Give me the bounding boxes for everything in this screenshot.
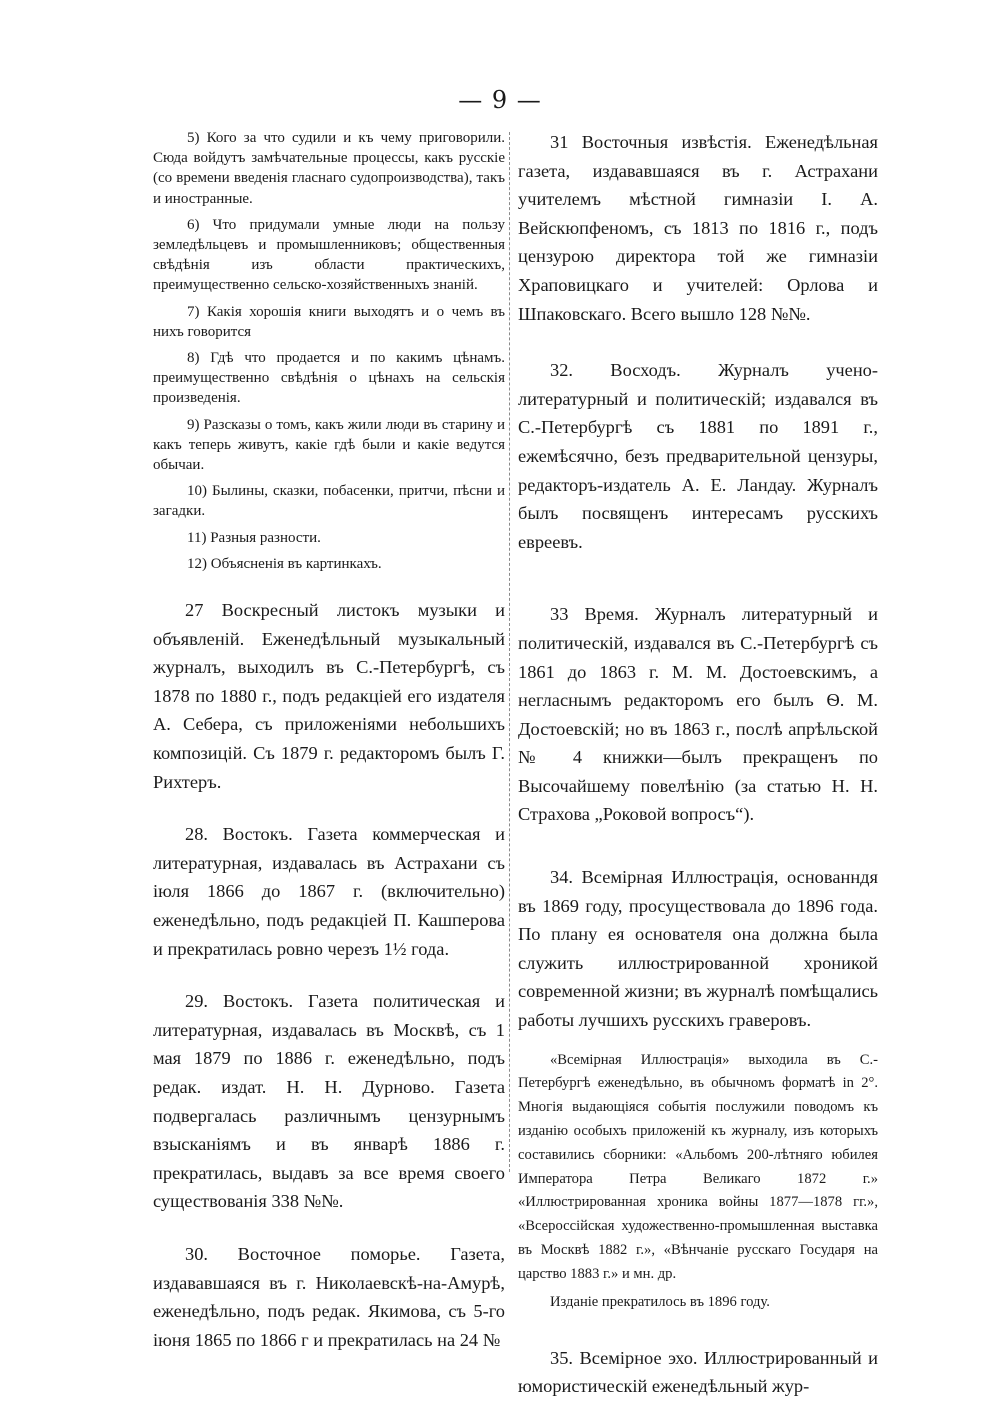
entry-31-vostochnyya-izvestiya: 31 Восточныя извѣстія. Еженедѣльная газета, издававшаяся въ г. Астрахани учителемъ мѣстной гимназіи І. А. Вейскюпфеномъ, съ 1813 по 1816 г., подъ цензурою директора той же гимназіи Храповицкаго и учителей: Орлова и Шпаковскаго. Всего вышло 128 №№. bbox=[518, 132, 878, 324]
left-column bbox=[153, 128, 505, 1354]
list-item: 8) Гдѣ что продается и по какимъ цѣнамъ. преимущественно свѣдѣнія о цѣнахъ на сельскія произведенія. bbox=[153, 350, 505, 407]
list-item: 5) Кого за что судили и къ чему приговорили. Сюда войдутъ замѣчательные процессы, какъ русскіе (со времени введенія гласнаго судопроизводства), такъ и иностранные. bbox=[153, 130, 505, 207]
entry-27-voskresny-listok: 27 Воскресный листокъ музыки и объявленій. Еженедѣльный музыкальный журналъ, выходилъ въ С.-Петербургѣ, съ 1878 по 1880 г., подъ редакціей его издателя А. Себера, съ приложеніями небольшихъ композицій. Съ 1879 г. редакторомъ былъ Г. Рихтеръ. bbox=[153, 600, 505, 792]
entry-32-voskhod: 32. Восходъ. Журналъ учено-литературный и политическій; издавался въ С.-Петербургѣ съ 1881 по 1891 г., ежемѣсячно, безъ предварительной цензуры, редакторъ-издатель А. Е. Ландау. Журналъ былъ посвященъ интересамъ русскихъ евреевъ. bbox=[518, 360, 878, 552]
list-item: 11) Разныя разности. bbox=[187, 529, 321, 546]
entry-33-vremya: 33 Время. Журналъ литературный и политическій, издавался въ С.-Петербургѣ съ 1861 до 1863 г. М. М. Достоевскимъ, а негласнымъ редакторомъ его былъ Ѳ. М. Достоевскій; но въ 1863 г., послѣ апрѣльской № 4 книжки—былъ прекращенъ по Высочайшему повелѣнію (за статью Н. Н. Страхова „Роковой вопросъ“). bbox=[518, 604, 878, 825]
entry-35-vsemirnoe-ekho: 35. Всемірное эхо. Иллюстрированный и юмористическій еженедѣльный жур- bbox=[518, 1347, 878, 1397]
list-item: 6) Что придумали умные люди на пользу земледѣльцевъ и промышленниковъ; общественныя свѣдѣнія изъ области практическихъ, преимущественно сельско-хозяйственныхъ знаній. bbox=[153, 216, 505, 294]
list-item: 9) Разсказы о томъ, какъ жили люди въ старину и какъ теперь живутъ, какіе гдѣ были и какіе ведутся обычаи. bbox=[153, 416, 505, 474]
entry-34-vsemirnaya-illyustratsiya: 34. Всемірная Иллюстрація, основанндя въ 1869 году, просуществовала до 1896 года. По плану ея основателя она должна была служить иллюстрированной хроникой современной жизни; въ журналѣ помѣщались работы лучшихъ русскихъ граверовъ. bbox=[518, 867, 878, 1031]
note-illustration-details: «Всемірная Иллюстрація» выходила въ С.-Петербургѣ еженедѣльно, въ обычномъ форматѣ in 2°. Многія выдающіяся событія послужили поводомъ къ изданію особыхъ приложеній къ журналу, изъ которыхъ составились сборники: «Альбомъ 200-лѣтняго юбилея Императора Петра Великаго 1872 г.» «Иллюстрированная хроника войны 1877—1878 гг.», «Всероссійская художественно-промышленная выставка въ Москвѣ 1882 г.», «Вѣнчаніе русскаго Государя на царство 1883 г.» и мн. др. bbox=[518, 1051, 878, 1282]
entry-30-vostochnoe-pomorie: 30. Восточное поморье. Газета, издававшаяся въ г. Николаевскѣ-на-Амурѣ, еженедѣльно, подъ редак. Якимова, съ 5-го іюня 1865 по 1866 г и прекратилась на 24 № bbox=[153, 1243, 505, 1350]
entry-29-vostok: 29. Востокъ. Газета политическая и литературная, издавалась въ Москвѣ, съ 1 мая 1879 по 1886 г. еженедѣльно, подъ редак. издат. Н. Н. Дурново. Газета подвергалась различнымъ цензурнымъ взысканіямъ и въ январѣ 1886 г. прекратилась, выдавъ за все время своего существованія 338 №№. bbox=[153, 991, 505, 1212]
list-item: 7) Какія хорошія книги выходятъ и о чемъ въ нихъ говорится bbox=[153, 303, 505, 340]
program-list bbox=[153, 128, 505, 574]
page-number: — 9 — bbox=[458, 86, 542, 114]
list-item: 12) Объясненія въ картинкахъ. bbox=[187, 555, 382, 572]
list-item: 10) Былины, сказки, побасенки, притчи, пѣсни и загадки. bbox=[153, 483, 505, 520]
right-column bbox=[518, 128, 878, 1401]
column-divider bbox=[509, 132, 510, 1172]
entry-28-vostok: 28. Востокъ. Газета коммерческая и литературная, издавалась въ Астрахани съ іюля 1866 до 1867 г. (включительно) еженедѣльно, подъ редакціей П. Кашперова и прекратилась ровно черезъ 1½ года. bbox=[153, 824, 505, 959]
note-publication-ended: Изданіе прекратилось въ 1896 году. bbox=[550, 1293, 770, 1310]
